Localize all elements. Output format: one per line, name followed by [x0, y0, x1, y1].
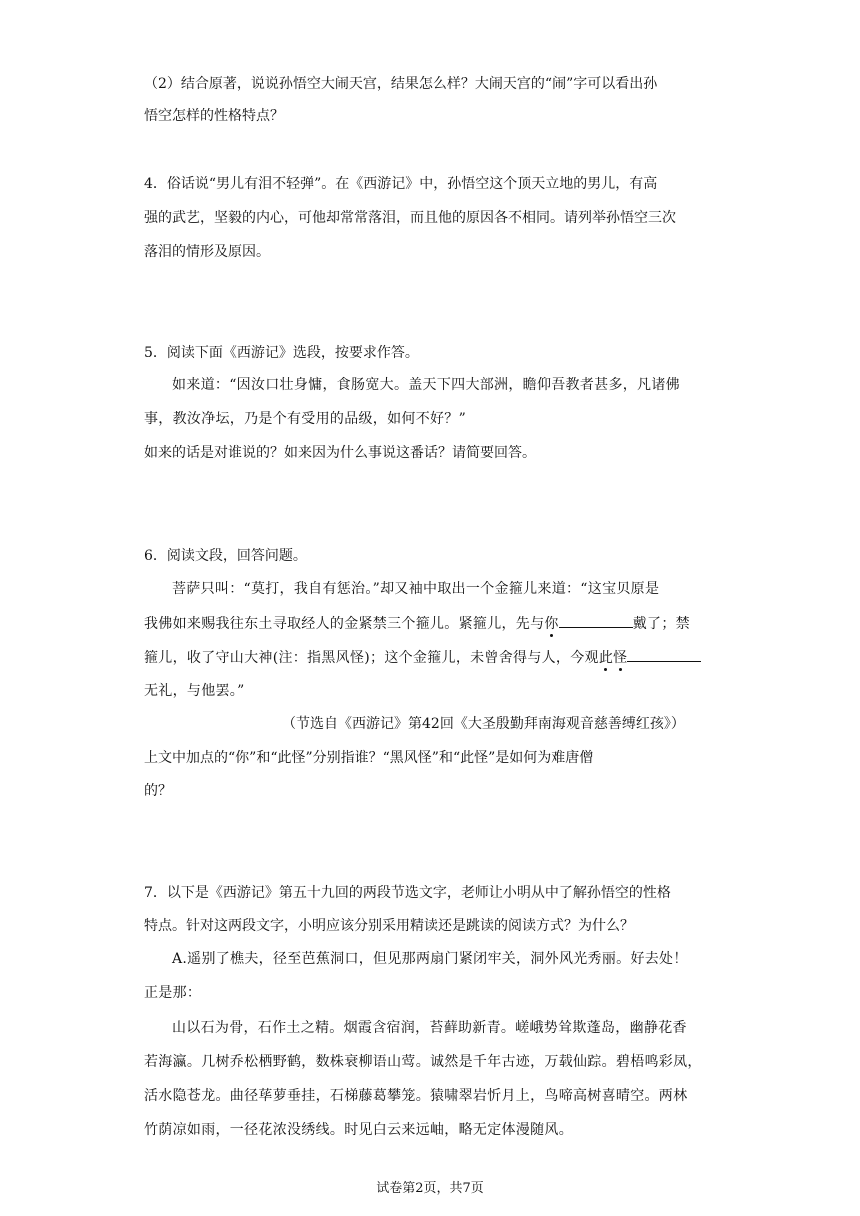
q7-line-2: 特点。针对这两段文字，小明应该分别采用精读还是跳读的阅读方式？为什么？	[144, 918, 634, 934]
q6-blank-2	[627, 647, 701, 662]
dotted-word-ci: 此	[598, 650, 614, 666]
q6-question-line-1: 上文中加点的“你”和“此怪”分别指谁？“黑风怪”和“此怪”是如何为难唐僧	[144, 750, 594, 766]
q6-passage-line-1: 菩萨只叫：“莫打，我自有惩治。”却又袖中取出一个金箍儿来道：“这宝贝原是	[172, 581, 660, 597]
q6-passage-line-2-text-a: 我佛如来赐我往东土寻取经人的金紧禁三个箍儿。紧箍儿，先与	[144, 616, 545, 632]
q4-line-3: 落泪的情形及原因。	[144, 244, 270, 260]
q6-question-line-2: 的？	[144, 783, 172, 799]
q7-line-1: 7．以下是《西游记》第五十九回的两段节选文字，老师让小明从中了解孙悟空的性格	[144, 885, 671, 901]
q6-title: 6．阅读文段，回答问题。	[144, 548, 307, 564]
q6-passage-line-3-text-a: 箍儿，收了守山大神(注：指黑风怪)；这个金箍儿，未曾舍得与人，今观	[144, 650, 599, 666]
q6-blank-1	[559, 613, 633, 628]
q7-passage-a-line-2: 正是那：	[144, 985, 202, 1001]
q7-passage-b-line-4: 竹荫凉如雨，一径花浓没绣线。时见白云来远岫，略无定体漫随风。	[144, 1122, 573, 1138]
q4-line-2: 强的武艺，坚毅的内心，可他却常常落泪，而且他的原因各不相同。请列举孙悟空三次	[144, 210, 676, 226]
q7-passage-b-line-2: 若海瀛。几树乔松栖野鹤，数株衰柳语山莺。诚然是千年古迹，万载仙踪。碧梧鸣彩凤，	[144, 1054, 702, 1070]
q5-question: 如来的话是对谁说的？如来因为什么事说这番话？请简要回答。	[144, 445, 536, 461]
page-footer: 试卷第2页，共7页	[376, 1181, 484, 1196]
q4-line-1: 4．俗话说“男儿有泪不轻弹”。在《西游记》中，孙悟空这个顶天立地的男儿，有高	[144, 176, 658, 192]
q7-passage-b-line-1: 山以石为骨，石作土之精。烟霞含宿润，苔藓助新青。嵯峨势耸欺蓬岛，幽静花香	[172, 1020, 687, 1036]
q6-passage-line-2	[144, 613, 690, 634]
q6-source: （节选自《西游记》第42回《大圣殷勤拜南海观音慈善缚红孩》）	[282, 716, 685, 732]
q6-passage-line-3	[144, 647, 701, 668]
q3-2-line-2: 悟空怎样的性格特点？	[144, 108, 284, 124]
dotted-word-ni: 你	[544, 616, 559, 632]
dotted-word-guai: 怪	[613, 650, 628, 666]
q5-quote-line-1: 如来道：“因汝口壮身慵，食肠宽大。盖天下四大部洲，瞻仰吾教者甚多，凡诸佛	[172, 377, 680, 393]
q5-quote-line-2: 事，教汝净坛，乃是个有受用的品级，如何不好？”	[144, 411, 467, 427]
q7-passage-a-line-1: A.遥别了樵夫，径至芭蕉洞口，但见那两扇门紧闭牢关，洞外风光秀丽。好去处！	[172, 951, 688, 967]
q5-title: 5．阅读下面《西游记》选段，按要求作答。	[144, 345, 419, 361]
q3-2-line-1: （2）结合原著，说说孙悟空大闹天宫，结果怎么样？大闹天宫的“闹”字可以看出孙	[144, 76, 658, 92]
q6-passage-line-4: 无礼，与他罢。”	[144, 683, 245, 699]
q6-passage-line-2-text-b: 戴了；禁	[632, 616, 690, 632]
q7-passage-b-line-3: 活水隐苍龙。曲径荜萝垂挂，石梯藤葛攀笼。猿啸翠岩忻月上，鸟啼高树喜晴空。两林	[144, 1088, 688, 1104]
